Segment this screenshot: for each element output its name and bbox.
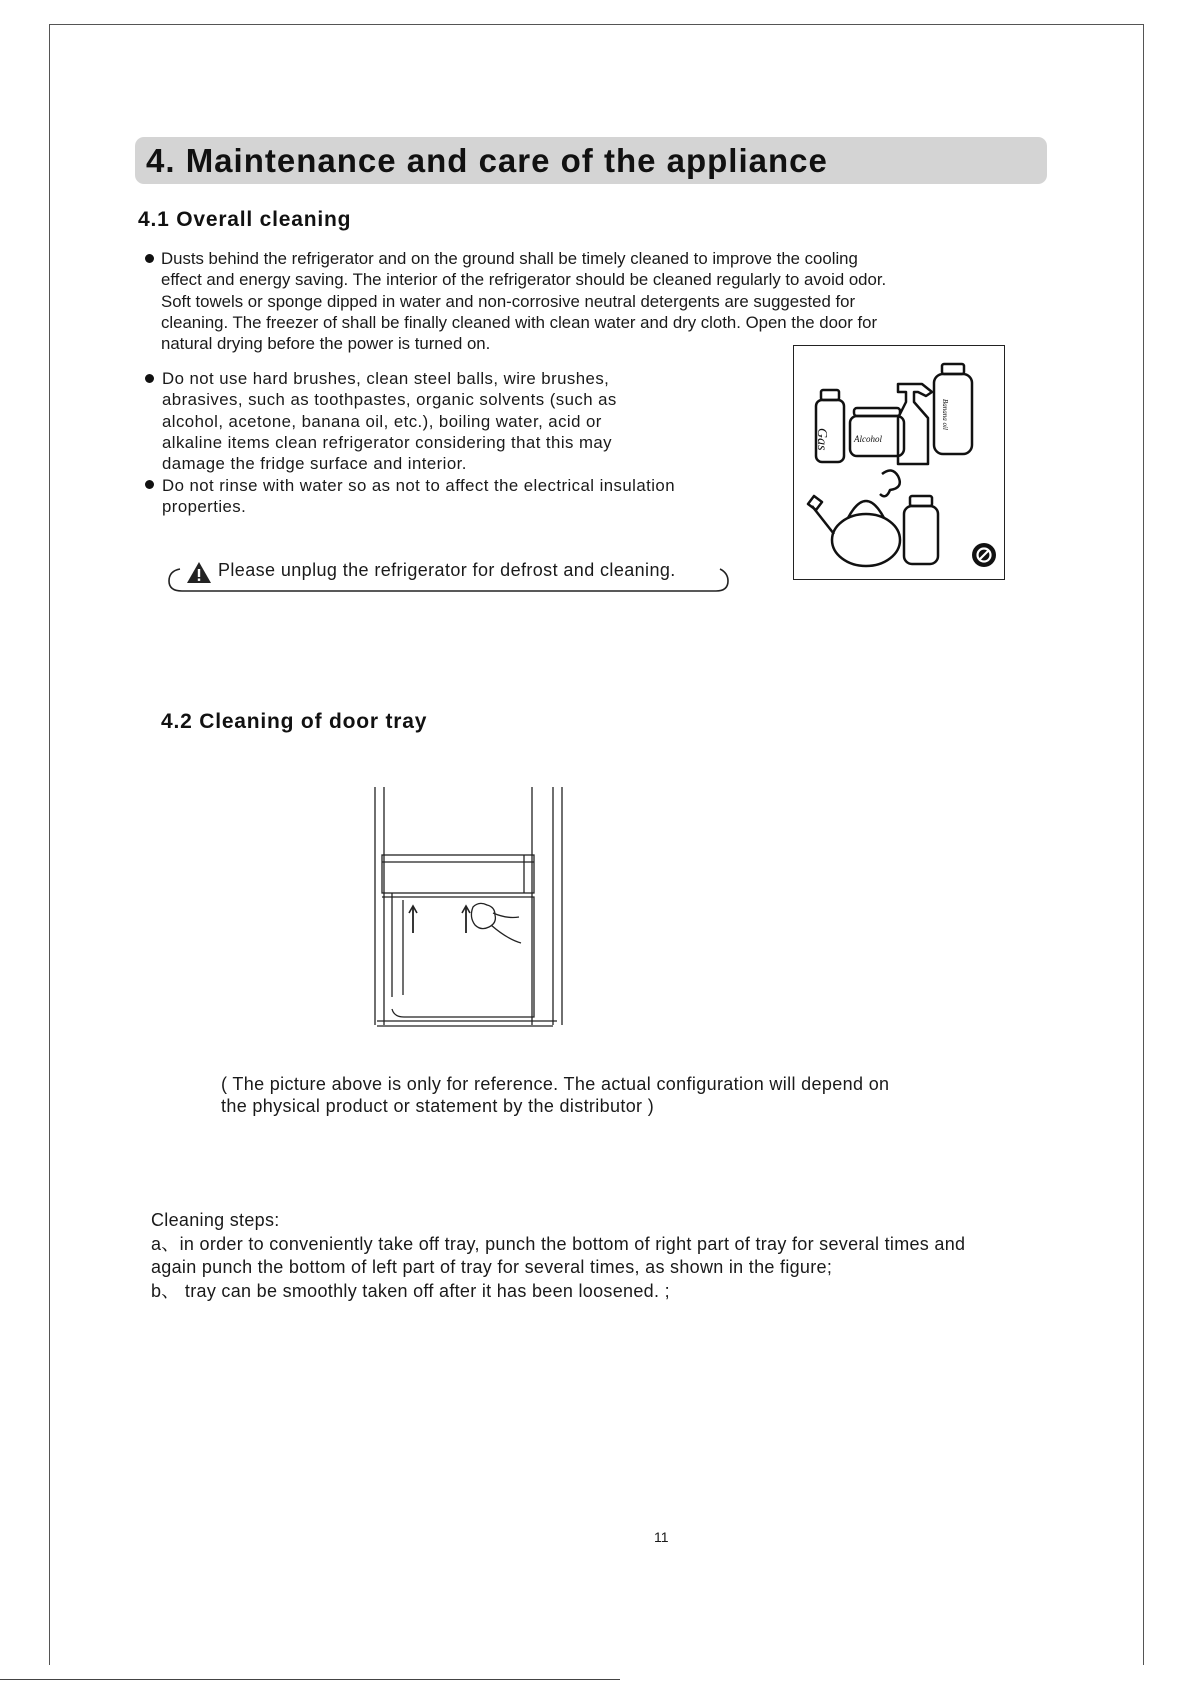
door-tray-svg [365,785,585,1035]
text-line: the physical product or statement by the distributor ) [221,1096,655,1116]
text-line: Do not rinse with water so as not to affect the electrical insulation [162,476,675,495]
flask [904,506,938,564]
unplug-warning [166,557,734,597]
text-line: Do not use hard brushes, clean steel balls, wire brushes, [162,369,610,388]
text-line: alkaline items clean refrigerator considering that this may [162,432,613,452]
chapter-title: 4. Maintenance and care of the appliance [146,142,828,179]
warning-text: Please unplug the refrigerator for defrost and cleaning. [218,560,676,580]
step-line: again punch the bottom of left part of tray for several times, as shown in the figure; [151,1257,833,1277]
gas-can-cap [821,390,839,400]
bullet-icon [145,374,154,383]
step-line: a、in order to conveniently take off tray, punch the bottom of right part of tray for several times and [151,1233,966,1254]
text-line: natural drying before the power is turned on. [161,334,491,354]
step-line: b、 tray can be smoothly taken off after it has been loosened. ; [151,1280,670,1301]
hand-icon [471,903,495,928]
text-line: Soft towels or sponge dipped in water and non-corrosive neutral detergents are suggested for [161,291,856,311]
door-tray-figure [365,785,585,1040]
text-line: damage the fridge surface and interior. [162,454,467,474]
text-line: properties. [162,497,247,517]
bullet-paragraph-no-hard-brushes [162,368,617,474]
alcohol-label: Alcohol [854,434,882,444]
banana-oil-bottle [934,374,972,454]
page-number: 11 [654,1529,669,1545]
steam [880,470,900,496]
steps-heading: Cleaning steps: [151,1210,280,1230]
banana-oil-label: Banana oil [941,399,949,430]
bullet-icon [145,480,154,489]
section-title-overall-cleaning: 4.1 Overall cleaning [138,208,352,231]
text-line: alcohol, acetone, banana oil, etc.), boiling water, acid or [162,411,602,431]
banana-oil-cap [942,364,964,374]
warning-triangle-icon [186,561,212,584]
bottom-rule [0,1679,620,1680]
kettle-body [832,514,900,566]
reference-note [221,1073,889,1117]
bullet-paragraph-no-rinse [162,475,675,518]
gas-label: Gas [814,428,829,451]
door-tray [382,855,534,893]
text-line: Dusts behind the refrigerator and on the ground shall be timely cleaned to improve the cooling [161,249,858,268]
text-line: abrasives, such as toothpastes, organic solvents (such as [162,390,617,410]
steam-puff [808,496,822,510]
cleaning-steps [151,1209,965,1303]
bullet-paragraph-dusts [161,248,886,354]
text-line: ( The picture above is only for reference. The actual configuration will depend on [221,1074,890,1094]
flask-cap [910,496,932,506]
text-line: cleaning. The freezer of shall be finally cleaned with clean water and dry cloth. Open the door for [161,312,878,332]
prohibited-icon [972,543,996,567]
bullet-icon [145,254,154,263]
hazardous-substances-illustration [793,345,1005,580]
hazard-illustration-svg [794,346,1004,579]
text-line: effect and energy saving. The interior of the refrigerator should be cleaned regularly to avoid odor. [161,270,887,290]
section-title-door-tray: 4.2 Cleaning of door tray [161,710,428,733]
